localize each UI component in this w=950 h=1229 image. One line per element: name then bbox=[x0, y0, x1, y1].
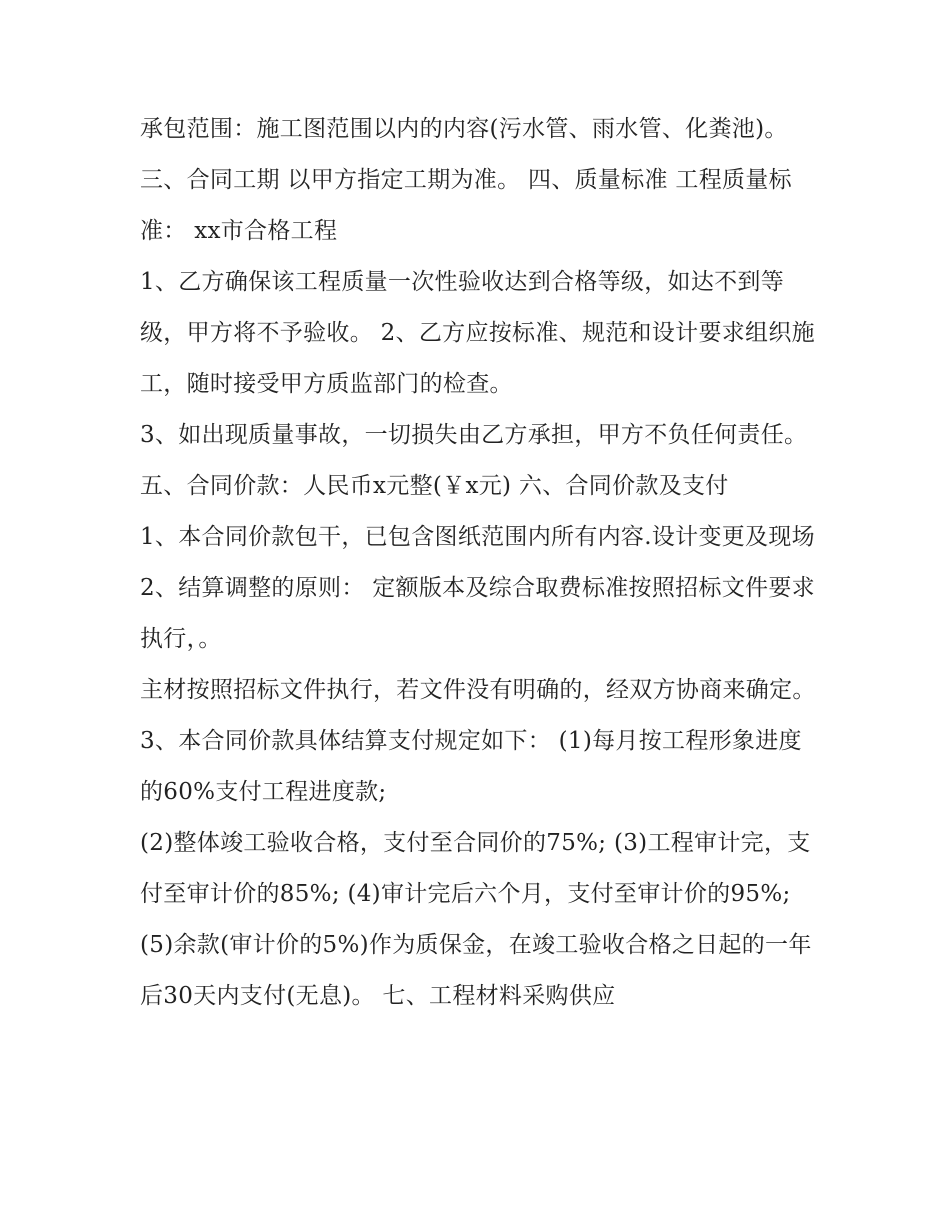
paragraph-payment-milestones: (2)整体竣工验收合格，支付至合同价的75%; (3)工程审计完，支付至审计价的85%; (4)审计完后六个月，支付至审计价的95%; bbox=[140, 830, 811, 907]
paragraph-materials-payment-schedule: 主材按照招标文件执行，若文件没有明确的，经双方协商来确定。 3、本合同价款具体结算支付规定如下： (1)每月按工程形象进度的60%支付工程进度款; bbox=[140, 677, 816, 805]
paragraph-accident-liability-price: 3、如出现质量事故，一切损失由乙方承担，甲方不负任何责任。 五、合同价款：人民币x元整(￥x元) 六、合同价款及支付 bbox=[140, 422, 808, 499]
paragraph-lump-sum-settlement: 1、本合同价款包干，已包含图纸范围内所有内容.设计变更及现场 2、结算调整的原则： 定额版本及综合取费标准按照招标文件要求执行，。 bbox=[140, 524, 815, 652]
paragraph-quality-acceptance: 1、乙方确保该工程质量一次性验收达到合格等级，如达不到等级，甲方将不予验收。 2、乙方应按标准、规范和设计要求组织施工，随时接受甲方质监部门的检查。 bbox=[140, 269, 815, 397]
paragraph-retention-materials: (5)余款(审计价的5%)作为质保金，在竣工验收合格之日起的一年后30天内支付(无息)。 七、工程材料采购供应 bbox=[140, 932, 812, 1009]
document-body bbox=[140, 104, 820, 1022]
paragraph-scope-schedule-quality: 承包范围：施工图范围以内的内容(污水管、雨水管、化粪池)。 三、合同工期 以甲方指定工期为准。 四、质量标准 工程质量标准： xx市合格工程 bbox=[140, 116, 792, 244]
